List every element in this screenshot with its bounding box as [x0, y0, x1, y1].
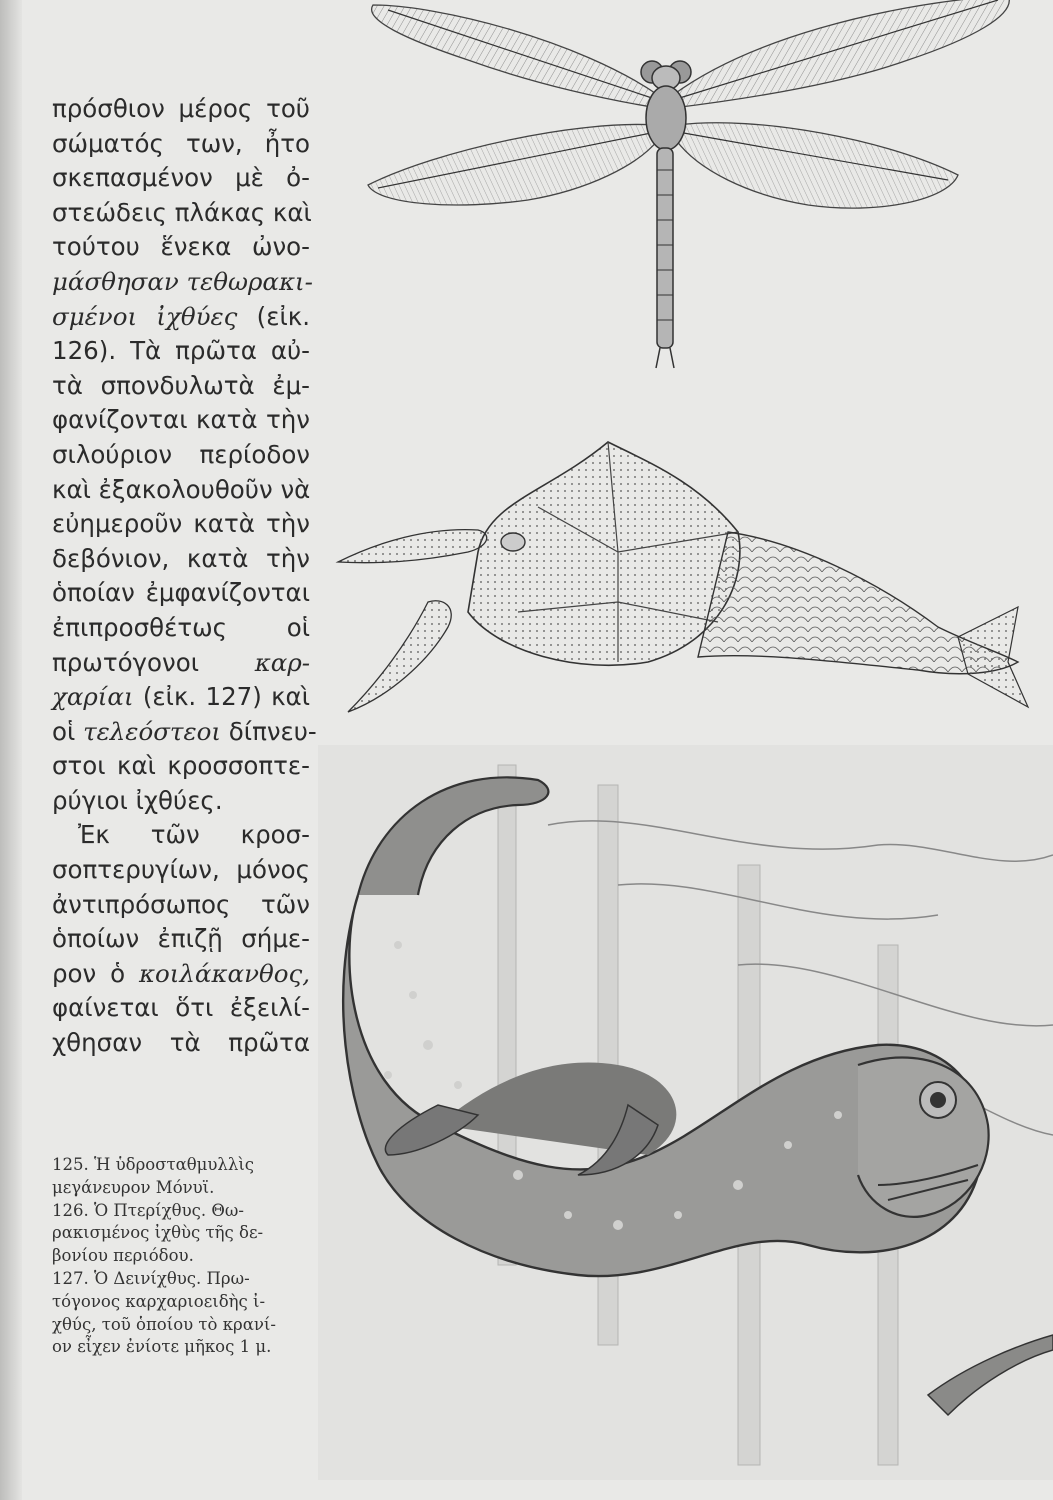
body-text-line: [52, 369, 310, 404]
text-span: ὁποίαν ἐμφανίζονται: [52, 578, 310, 608]
body-text-line: [52, 92, 310, 127]
body-text-line: [52, 991, 310, 1026]
body-text-line: [52, 957, 310, 992]
coelacanth-illustration: [318, 745, 1053, 1480]
body-text-line: [52, 749, 310, 784]
body-text-line: [52, 161, 310, 196]
text-span: χθησαν τὰ πρῶτα: [52, 1028, 310, 1058]
body-text-line: [52, 1026, 310, 1061]
dragonfly-illustration: [318, 0, 1053, 380]
text-span: δεβόνιον, κατὰ τὴν: [52, 543, 310, 573]
text-span: καὶ ἐξακολουθοῦν νὰ: [52, 474, 311, 504]
body-text-line: [52, 888, 310, 923]
italic-term: κοιλάκανθος,: [138, 958, 310, 988]
italic-term: μάσθησαν τεθωρακι-: [52, 266, 313, 296]
text-span: σώματός των, ἦτο: [52, 128, 310, 158]
body-text-line: [52, 646, 310, 681]
text-span: στεώδεις πλάκας καὶ: [52, 197, 312, 227]
body-text-line: [52, 127, 310, 162]
caption-line: μεγάνευρον Μόνυϊ.: [52, 1177, 215, 1197]
text-span: (εἰκ.: [237, 301, 310, 331]
body-text-line: [52, 473, 310, 508]
body-text-line: [52, 300, 310, 335]
body-text-line: [52, 680, 310, 715]
text-span: σκεπασμένον μὲ ὀ-: [52, 163, 310, 193]
text-span: Ἐκ τῶν κροσ-: [78, 820, 310, 850]
body-text-line: [52, 542, 310, 577]
body-text-line: [52, 611, 310, 646]
italic-term: καρ-: [254, 647, 310, 677]
text-span: ἐπιπροσθέτως οἱ: [52, 612, 310, 642]
text-span: πρωτόγονοι: [52, 647, 255, 677]
figure-captions: [52, 1154, 314, 1359]
caption-line: ον εἶχεν ἐνίοτε μῆκος 1 μ.: [52, 1337, 272, 1357]
italic-term: τελεόστεοι: [83, 716, 221, 746]
body-text-line: [52, 334, 310, 369]
text-span: 126). Τὰ πρῶτα αὐ-: [52, 336, 310, 366]
text-span: τούτου ἕνεκα ὠνο-: [52, 232, 310, 262]
body-text-line: [52, 196, 310, 231]
body-text-line: [52, 922, 310, 957]
body-text-column: [52, 92, 317, 1061]
text-span: φανίζονται κατὰ τὴν: [52, 405, 310, 435]
caption-line: 125. Ἡ ὑδροσταθμυλλὶς: [52, 1155, 255, 1174]
caption-line: τόγονος καρχαριοειδὴς ἰ-: [52, 1291, 266, 1311]
body-text-line: [52, 230, 310, 265]
body-text-line: [52, 403, 310, 438]
body-text-line: [52, 438, 310, 473]
caption-line: 126. Ὁ Πτερίχθυς. Θω-: [52, 1200, 244, 1220]
caption-line: ρακισμένος ἰχθὺς τῆς δε-: [52, 1223, 264, 1243]
text-span: ρύγιοι ἰχθύες.: [52, 785, 223, 815]
page-gutter-shadow: [0, 0, 22, 1500]
body-text-line: [52, 265, 313, 300]
body-text-line: [52, 576, 310, 611]
italic-term: σμένοι ἰχθύες: [52, 301, 238, 331]
text-span: δίπνευ-: [221, 716, 317, 746]
text-span: εὐημεροῦν κατὰ τὴν: [52, 509, 310, 539]
body-text-line: [52, 818, 310, 853]
text-span: ρον ὁ: [52, 958, 139, 988]
italic-term: χαρίαι: [52, 682, 134, 712]
text-span: ἀντιπρόσωπος τῶν: [52, 889, 310, 919]
text-span: σοπτερυγίων, μόνος: [52, 855, 310, 885]
text-span: τὰ σπονδυλωτὰ ἐμ-: [52, 370, 310, 400]
caption-line: βονίου περιόδου.: [52, 1246, 194, 1266]
text-span: σιλούριον περίοδον: [52, 439, 310, 469]
text-span: ὁποίων ἐπιζῇ σήμε-: [52, 924, 310, 954]
text-span: φαίνεται ὅτι ἐξειλί-: [52, 993, 310, 1023]
text-span: στοι καὶ κροσσοπτε-: [52, 751, 310, 781]
body-text-line: [52, 784, 310, 819]
text-span: πρόσθιον μέρος τοῦ: [52, 94, 310, 123]
armored-fish-illustration: [318, 412, 1053, 722]
text-span: (εἰκ. 127) καὶ: [133, 682, 310, 712]
body-text-line: [52, 507, 310, 542]
body-text-line: [52, 853, 310, 888]
text-span: οἱ: [52, 716, 84, 746]
caption-line: 127. Ὁ Δεινίχθυς. Πρω-: [52, 1268, 250, 1288]
caption-line: χθύς, τοῦ ὁποίου τὸ κρανί-: [52, 1314, 276, 1334]
body-text-line: [52, 715, 317, 750]
